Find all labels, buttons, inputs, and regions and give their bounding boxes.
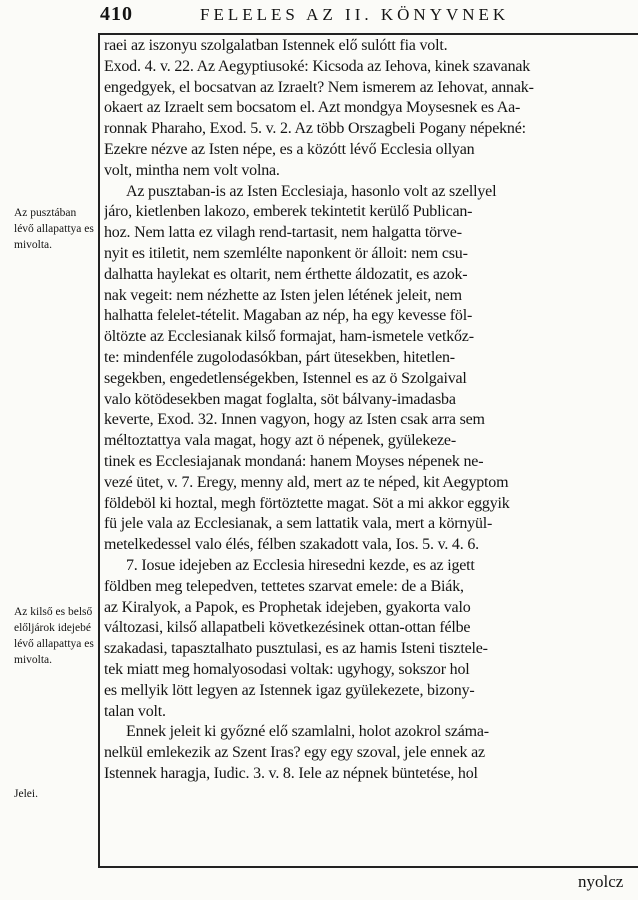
text-line: az Kiralyok, a Papok, es Prophetak idejeben, gyakorta valo xyxy=(104,598,471,616)
text-line: méltoztattya vala magat, hogy azt ö népenek, gyülekeze- xyxy=(104,432,456,450)
text-line: nyit es itiletit, nem szemlélte naponkent ör álloit: nem csu- xyxy=(104,244,468,262)
margin-note: Jelei. xyxy=(14,788,38,800)
text-line: járo, kietlenben lakozo, emberek tekintetit kerülő Publican- xyxy=(104,203,473,221)
text-line: tek miatt meg homalyosodasi voltak: ugyhogy, sokszor hol xyxy=(104,660,470,678)
text-line: raei az iszonyu szolgalatban Istennek elő sulótt fia volt. xyxy=(104,37,448,54)
text-line: engedgyek, el bocsatvan az Izraelt? Nem ismerem az Iehovat, annak- xyxy=(104,78,534,96)
margin-rule xyxy=(98,33,100,868)
text-line: földeböl ki hoztal, megh förtöztette magat. Söt a mi akkor eggyik xyxy=(104,494,510,512)
text-line: talan volt. xyxy=(104,702,166,720)
text-line: vezé ütet, v. 7. Eregy, menny ald, mert az te néped, kit Aegyptom xyxy=(104,473,509,491)
text-line: keverte, Exod. 32. Innen vagyon, hogy az Isten csak arra sem xyxy=(104,411,485,429)
text-line: volt, mintha nem volt volna. xyxy=(104,161,280,179)
text-line: öltözte az Ecclesianak kilső formajat, ham-ismetele vetkőz- xyxy=(104,328,474,346)
text-line: dalhatta haylekat es oltarit, nem érthette áldozatit, es azok- xyxy=(104,265,468,283)
bottom-rule xyxy=(98,866,638,868)
text-line: nelkül emlekezik az Szent Iras? egy egy szoval, jele ennek az xyxy=(104,744,485,762)
text-line: Ezekre nézve az Isten népe, es a közótt lévő Ecclesia ollyan xyxy=(104,140,475,158)
margin-note: Az pusztában lévő allapattya es mivolta. xyxy=(14,207,94,251)
text-line: földben meg telepedven, tettetes szarvat emele: de a Biák, xyxy=(104,577,464,595)
text-line: valo kötödesekben magat foglalta, söt bálvany-imadasba xyxy=(104,390,456,408)
body-text xyxy=(104,36,628,785)
text-line: Exod. 4. v. 22. Az Aegyptiusoké: Kicsoda az Iehova, kinek szavanak xyxy=(104,57,531,75)
text-line: szakadasi, tapasztalhato pusztulasi, es az hamis Isteni tisztele- xyxy=(104,640,488,658)
text-line: okaert az Izraelt sem bocsatom el. Azt mondgya Moysesnek es Aa- xyxy=(104,99,521,117)
text-line: Istennek haragja, Iudic. 3. v. 8. Iele az népnek büntetése, hol xyxy=(104,764,478,782)
text-line: metelkedessel valo élés, félben szakadott vala, Ios. 5. v. 4. 6. xyxy=(104,536,479,554)
text-line: te: mindenféle zugolodasókban, párt ütesekben, hitetlen- xyxy=(104,348,455,366)
top-rule xyxy=(98,33,638,35)
running-head: FELELES AZ II. KÖNYVNEK xyxy=(200,5,510,24)
text-line: változasi, kilső allapatbeli következésinek ottan-ottan félbe xyxy=(104,619,471,637)
text-line: Ennek jeleit ki győzné elő szamlalni, holot azokrol száma- xyxy=(126,723,489,741)
text-line: hoz. Nem latta ez vilagh rend-tartasit, nem halgatta törve- xyxy=(104,224,462,242)
text-line: tinek es Ecclesiajanak mondaná: hanem Moyses népenek ne- xyxy=(104,452,484,470)
text-line: halhatta felelet-tételit. Magaban az nép, ha egy kevesse föl- xyxy=(104,307,473,325)
text-line: segekben, engedetlenségekben, Istennel es az ö Szolgaival xyxy=(104,369,467,387)
text-line: nak vegeit: nem nézhette az Isten jelen létének jeleit, nem xyxy=(104,286,462,304)
page-number: 410 xyxy=(100,3,133,25)
text-line: fü jele vala az Ecclesianak, a sem lattatik vala, mert a környül- xyxy=(104,515,493,533)
text-line: es mellyik lött legyen az Istennek igaz gyülekezete, bizony- xyxy=(104,681,475,699)
margin-note: Az kilső es belső előljárok idejebé lévő allapattya es mivolta. xyxy=(14,606,94,666)
catchword: nyolcz xyxy=(578,872,624,891)
text-line: ronnak Pharaho, Exod. 5. v. 2. Az több Orszagbeli Pogany népekné: xyxy=(104,120,526,138)
text-line: 7. Iosue idejeben az Ecclesia hiresedni kezde, es az igett xyxy=(126,556,475,574)
text-line: Az pusztaban-is az Isten Ecclesiaja, hasonlo volt az szellyel xyxy=(126,182,497,200)
